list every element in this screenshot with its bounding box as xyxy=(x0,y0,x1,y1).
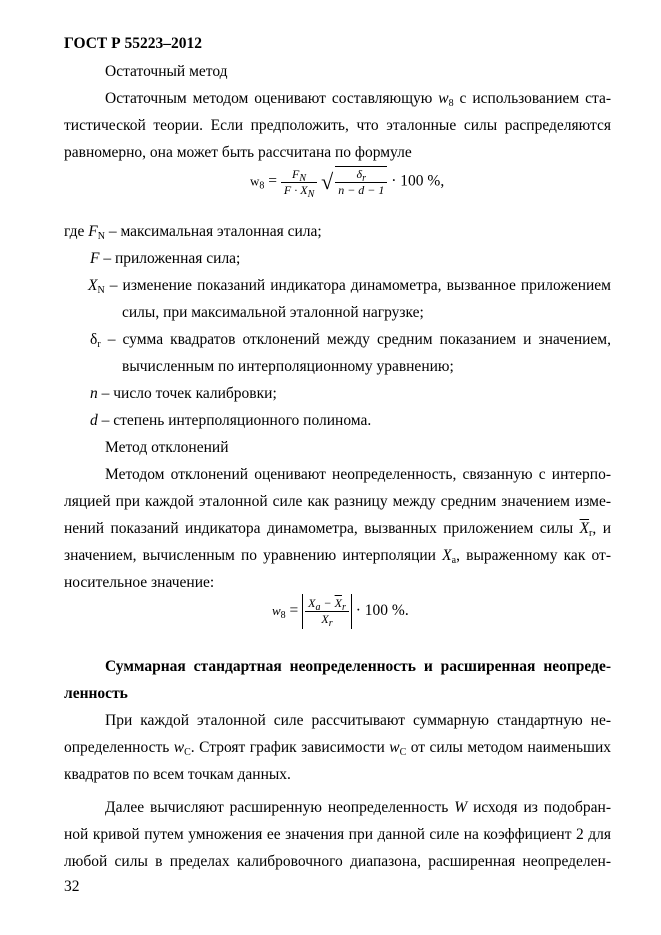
paragraph-line: носительное значение: xyxy=(64,574,215,591)
paragraph-line: квадратов по всем точкам данных. xyxy=(64,766,291,783)
paragraph-line: ной кривой путем умножения ее значения при данной силе на коэффициент 2 для xyxy=(64,826,611,843)
paragraph-line: равномерно, она может быть рассчитана по формуле xyxy=(64,144,412,161)
section-heading-combined: Суммарная стандартная неопределенность и расширенная неопреде- xyxy=(105,658,611,675)
paragraph-line: Остаточным методом оценивают составляющую $w_8$ с использованием ста- xyxy=(105,90,611,109)
formula-residual: $w_8$ = $\frac{F_N}{F \cdot X_N}$ √ $\frac{\delta_r}{n - d - 1}$ · 100 %, xyxy=(250,166,445,200)
definition-F: F – приложенная сила; xyxy=(90,250,241,267)
paragraph-line: При каждой эталонной силе рассчитывают суммарную стандартную не- xyxy=(105,712,611,729)
paragraph-line: значением, вычисленным по уравнению интерполяции $X_a$, выраженному как от- xyxy=(64,547,611,566)
paragraph-line: любой силы в пределах калибровочного диапазона, расширенная неопределен- xyxy=(64,853,611,870)
page-number: 32 xyxy=(64,878,80,895)
section-heading-residual: Остаточный метод xyxy=(105,63,228,80)
paragraph-line: Далее вычисляют расширенную неопределенность W исходя из подобран- xyxy=(105,799,612,816)
definition-d: d – степень интерполяционного полинома. xyxy=(90,412,372,429)
section-heading-deviation: Метод отклонений xyxy=(105,439,229,456)
paragraph-line: нений показаний индикатора динамометра, вызванных приложением силы $\overline{X}_r$, и xyxy=(64,520,612,539)
definition-n: n – число точек калибровки; xyxy=(90,385,277,402)
paragraph-line: ляцией при каждой эталонной силе как разницу между средним значением изме- xyxy=(64,493,611,510)
definition-FN: где $F_N$ – максимальная эталонная сила; xyxy=(64,223,322,242)
paragraph-line: Методом отклонений оценивают неопределенность, связанную с интерпо- xyxy=(105,466,611,483)
definition-delta-cont: вычисленным по интерполяционному уравнению; xyxy=(122,358,454,375)
definition-XN: $X_N$ – изменение показаний индикатора динамометра, вызванное приложением xyxy=(88,277,611,296)
definition-XN-cont: силы, при максимальной эталонной нагрузке; xyxy=(122,304,424,321)
paragraph-line: определенность $w_C$. Строят график зависимости $w_C$ от силы методом наименьших xyxy=(64,739,611,758)
paragraph-line: тистической теории. Если предположить, что эталонные силы распределяются xyxy=(64,117,611,134)
document-header: ГОСТ Р 55223–2012 xyxy=(64,35,202,52)
section-heading-combined-cont: ленность xyxy=(64,685,128,702)
formula-deviation: $w_8$ = $\frac{X_a - \overline{X}_r}{\overline{X}_r}$ · 100 %. xyxy=(272,596,409,629)
definition-delta: $\delta_r$ – сумма квадратов отклонений между средним показанием и значением, xyxy=(90,331,611,350)
